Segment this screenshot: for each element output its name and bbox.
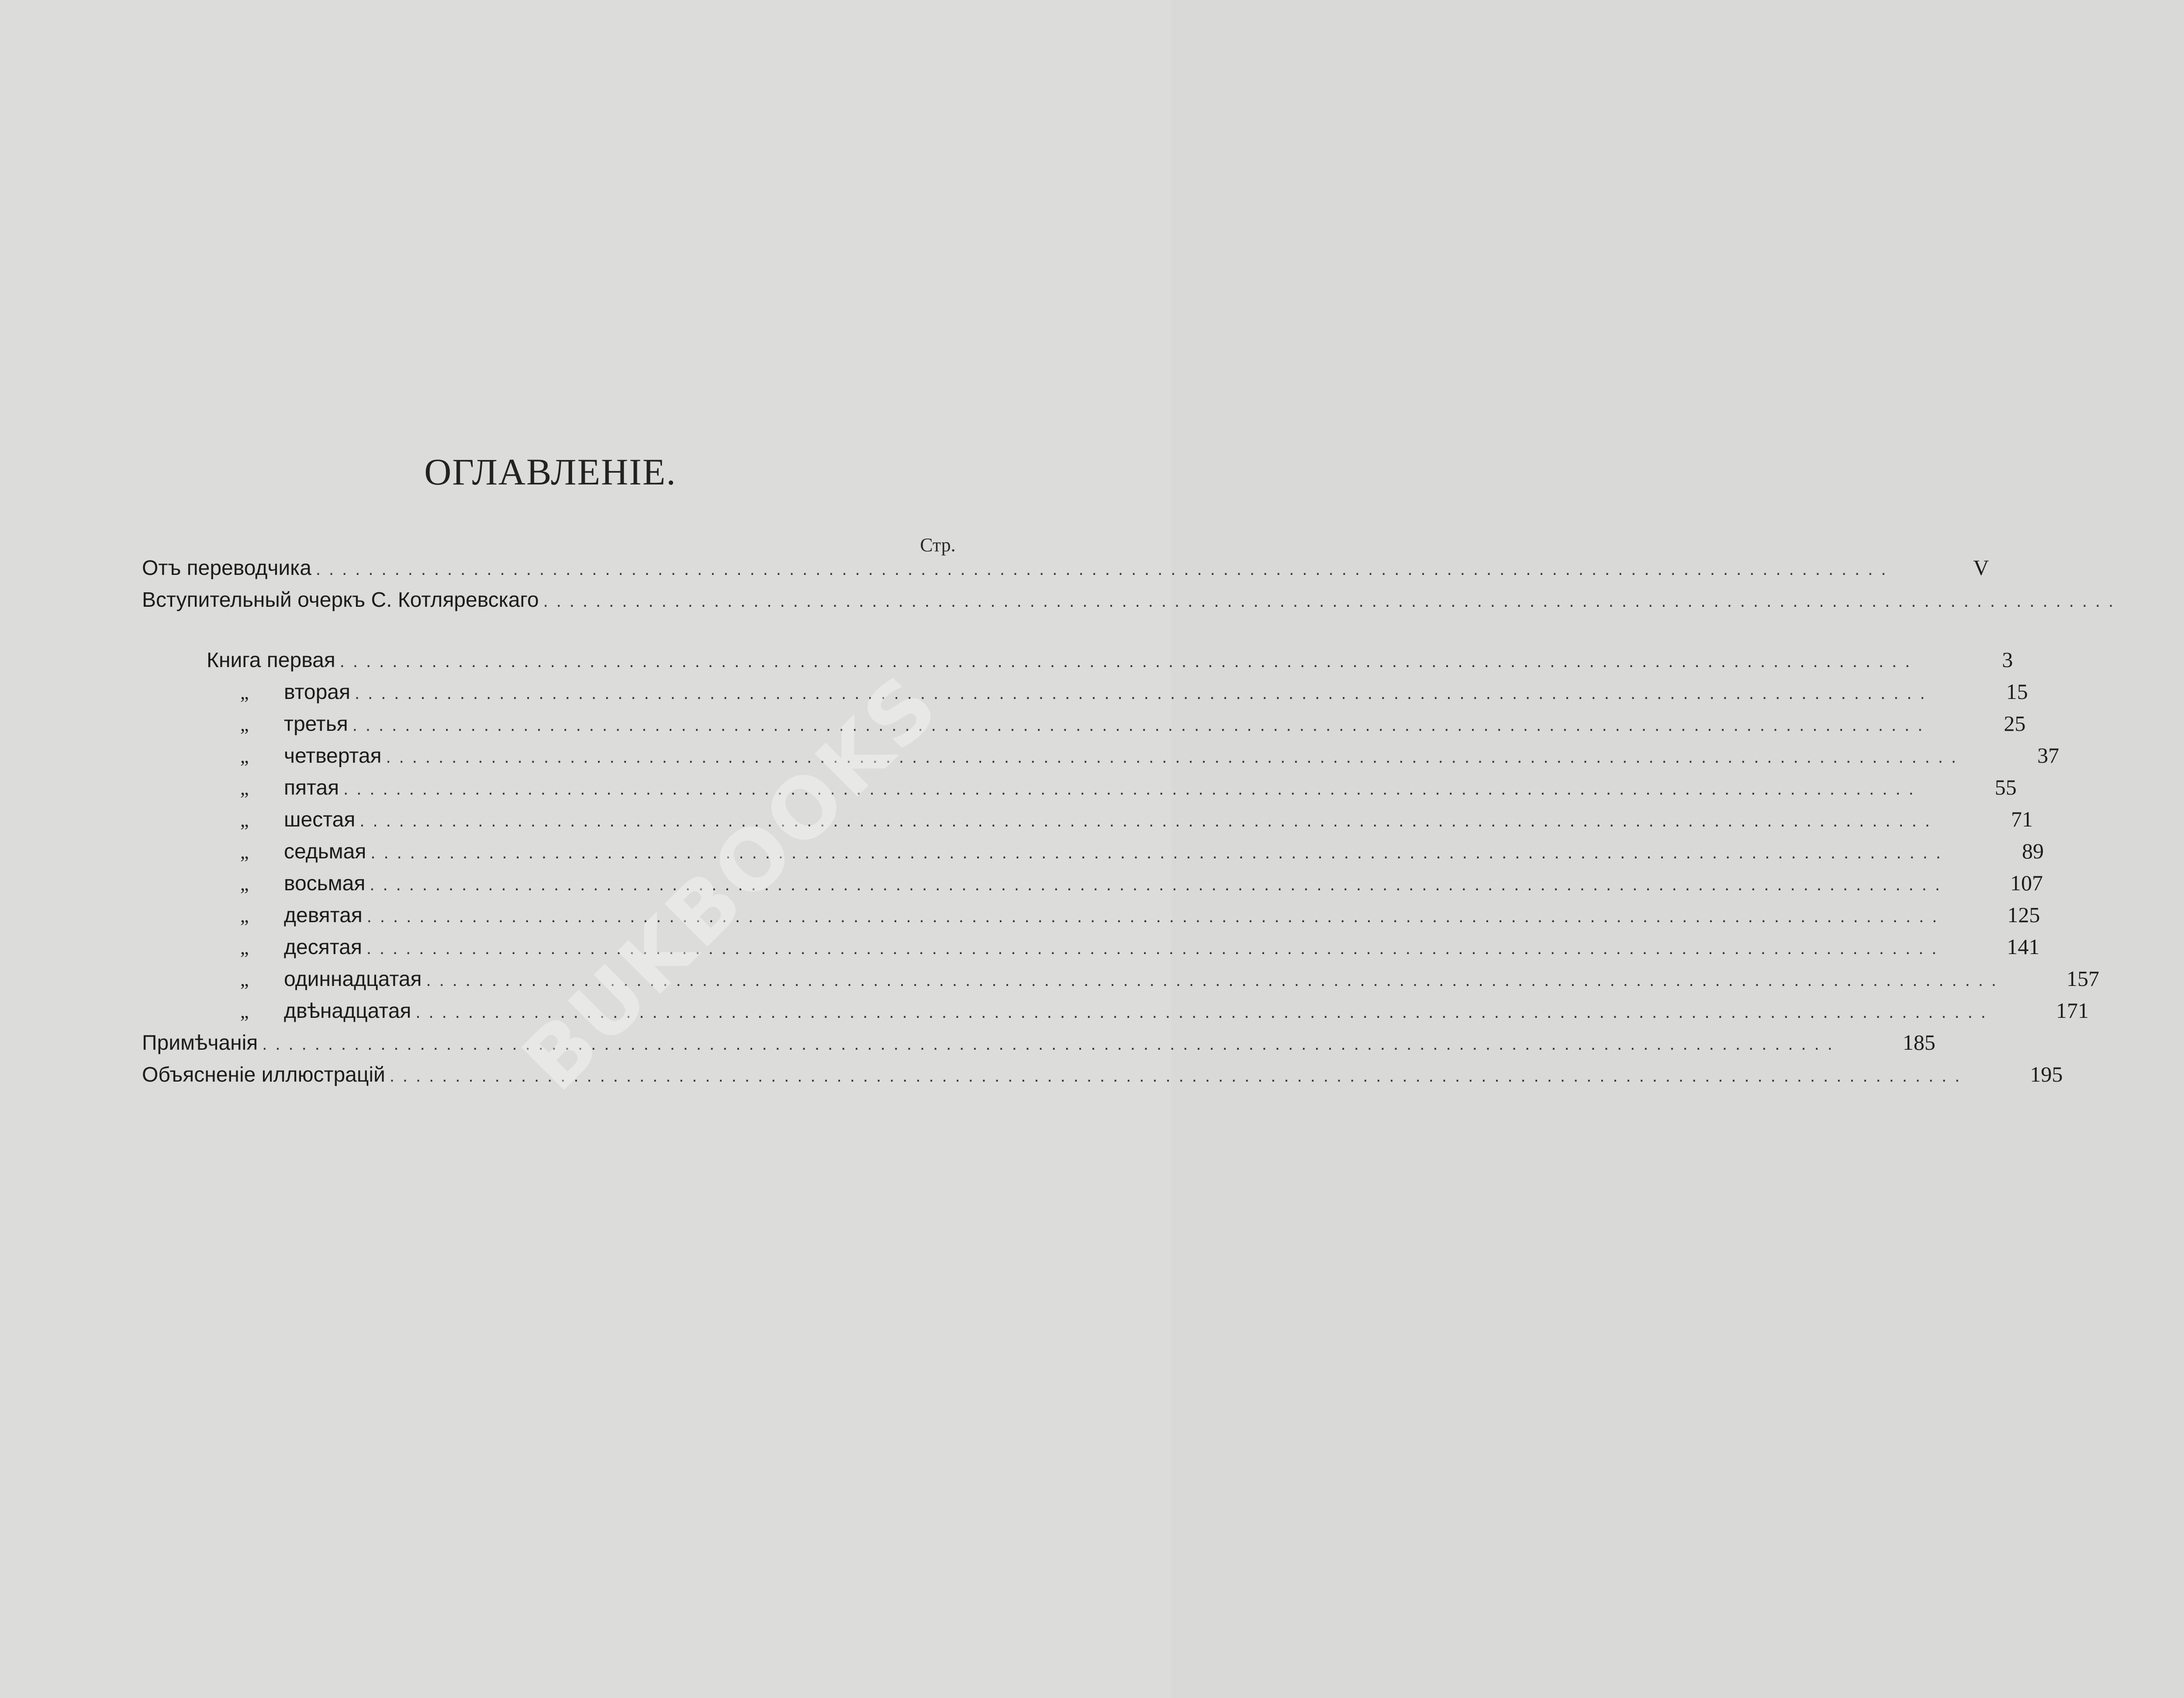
toc-entry-label: вторая xyxy=(284,681,350,704)
ditto-mark: „ xyxy=(240,1001,249,1022)
toc-entry-page xyxy=(2157,587,2184,612)
ditto-mark: „ xyxy=(240,714,249,735)
toc-entry-label: пятая xyxy=(284,776,339,799)
toc-entry-book-5 xyxy=(142,775,2017,806)
toc-entry-book-2 xyxy=(142,679,2028,711)
dot-leader: ........................................................................................................................ xyxy=(370,843,1949,862)
ditto-mark: „ xyxy=(240,937,249,958)
dot-leader: ........................................................................................................................ xyxy=(415,1003,1994,1022)
dot-leader: ........................................................................................................................ xyxy=(315,560,1894,579)
toc-entry-page: 89 xyxy=(2022,839,2044,863)
toc-entry-page: 125 xyxy=(2007,903,2040,927)
page-title: ОГЛАВЛЕНІЕ. xyxy=(424,451,677,493)
dot-leader: ........................................................................................................................ xyxy=(359,811,1938,830)
dot-leader: ........................................................................................................................ xyxy=(354,684,1933,703)
toc-entry-label: Примѣчанія xyxy=(142,1031,258,1055)
ditto-mark: „ xyxy=(240,778,249,799)
toc-entry-page: V xyxy=(1973,555,1989,580)
toc-entry-book-8 xyxy=(142,870,2043,902)
toc-entry-book-6 xyxy=(142,806,2033,838)
toc-entry-page: 141 xyxy=(2007,934,2040,959)
dot-leader: ........................................................................................................................ xyxy=(386,747,1965,767)
toc-entry-page: 55 xyxy=(1994,775,2017,799)
toc-entry-label: шестая xyxy=(284,808,356,831)
dot-leader: ........................................................................................................................ xyxy=(366,907,1946,926)
toc-entry-label: десятая xyxy=(284,936,362,959)
dot-leader: ........................................................................................................................ xyxy=(262,1034,1841,1054)
toc-entry-book-11 xyxy=(142,966,2100,998)
toc-entry-label: Книга первая xyxy=(207,649,335,672)
ditto-mark: „ xyxy=(240,809,249,831)
toc-entry-label: седьмая xyxy=(284,840,366,863)
toc-entry-book-7 xyxy=(142,838,2044,870)
toc-entry-book-9 xyxy=(142,902,2040,934)
page-column-label: Стр. xyxy=(920,534,956,556)
toc-entry-page: 25 xyxy=(2004,711,2026,736)
ditto-mark: „ xyxy=(240,682,249,703)
dot-leader: ........................................................................................................................ xyxy=(339,652,1918,671)
toc-entry-book-10 xyxy=(142,934,2040,966)
toc-entry-page: 15 xyxy=(2006,679,2028,704)
toc-entry-label: Вступительный очеркъ С. Котляревскаго xyxy=(142,588,539,612)
toc-entry-translator xyxy=(142,555,1989,587)
toc-entry-label: девятая xyxy=(284,904,363,927)
ditto-mark: „ xyxy=(240,841,249,863)
toc-entry-page: 71 xyxy=(2011,807,2033,831)
toc-entry-page: 3 xyxy=(2002,647,2013,672)
dot-leader: ........................................................................................................................ xyxy=(352,716,1931,735)
toc-entry-label: четвертая xyxy=(284,744,382,768)
dot-leader: ........................................................................................................................ xyxy=(343,779,1922,799)
ditto-mark: „ xyxy=(240,873,249,895)
toc-entry-page: 37 xyxy=(2037,743,2060,768)
watermark: BUKBOOKS xyxy=(504,656,957,1110)
toc-entry-page: 171 xyxy=(2056,998,2089,1023)
toc-entry-page: 185 xyxy=(1902,1030,1935,1055)
toc-entry-label: Отъ переводчика xyxy=(142,557,311,580)
toc-entry-page: 107 xyxy=(2010,871,2043,895)
dot-leader: ........................................................................................................................ xyxy=(366,939,1945,958)
ditto-mark: „ xyxy=(240,746,249,767)
toc-entry-label: Объясненіе иллюстрацій xyxy=(142,1063,385,1086)
toc-entry-label: третья xyxy=(284,712,348,736)
toc-entry-notes xyxy=(142,1030,1935,1062)
toc-entry-label: восьмая xyxy=(284,872,366,895)
dot-leader: ........................................................................................................................ xyxy=(370,875,1948,894)
toc-entry-book-12 xyxy=(142,998,2089,1030)
dot-leader: ........................................................................................................................ xyxy=(389,1066,1968,1086)
table-of-contents xyxy=(142,555,2122,1093)
toc-entry-page: 195 xyxy=(2030,1062,2063,1086)
toc-entry-label: одиннадцатая xyxy=(284,968,422,991)
ditto-mark: „ xyxy=(240,905,249,927)
toc-entry-book-1 xyxy=(142,647,2013,679)
ditto-mark: „ xyxy=(240,969,249,990)
dot-leader: ........................................................................................................................ xyxy=(426,971,2005,990)
toc-entry-book-4 xyxy=(142,743,2060,775)
toc-entry-page: 157 xyxy=(2067,966,2100,991)
toc-entry-book-3 xyxy=(142,711,2026,743)
toc-entry-label: двѣнадцатая xyxy=(284,999,411,1023)
dot-leader: ........................................................................................................................ xyxy=(543,591,2122,611)
toc-entry-intro xyxy=(142,587,2122,619)
toc-entry-illustrations xyxy=(142,1062,2063,1093)
